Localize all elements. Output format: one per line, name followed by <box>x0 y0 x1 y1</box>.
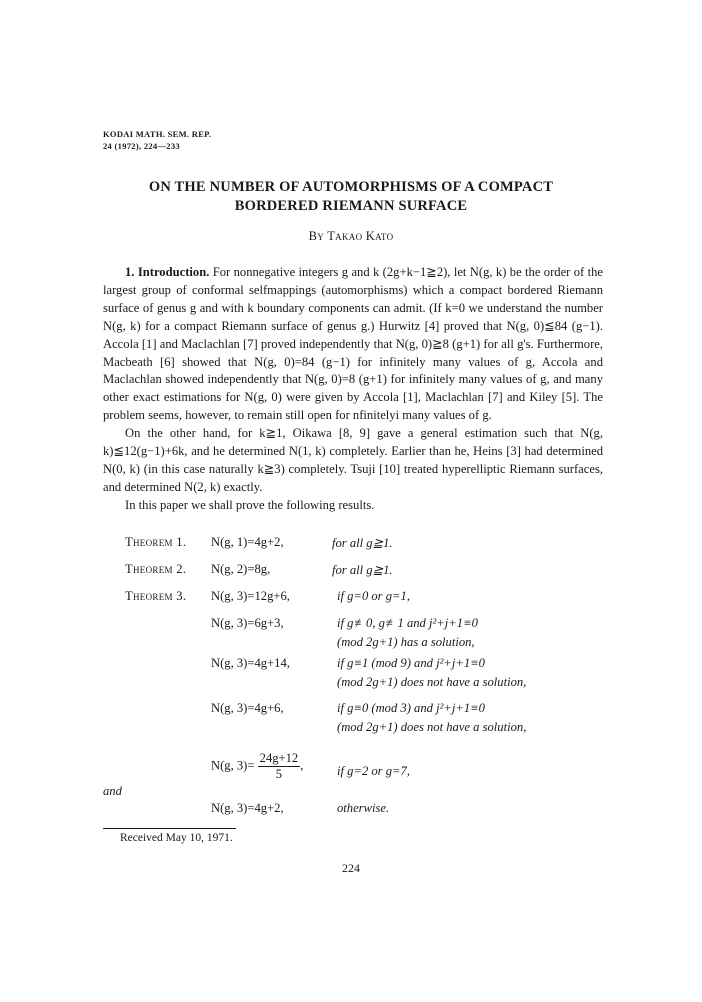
case-1-formula: N(g, 3)=6g+3, <box>211 616 284 630</box>
case-2-formula: N(g, 3)=4g+14, <box>211 656 290 670</box>
footnote-rule <box>103 828 236 829</box>
third-paragraph: In this paper we shall prove the following results. <box>125 497 375 512</box>
last-case-condition: otherwise. <box>337 801 390 815</box>
last-case-formula: N(g, 3)=4g+2, <box>211 801 284 815</box>
theorem-3-condition: if g=0 or g=1, <box>337 589 410 603</box>
fraction-case-formula <box>211 751 303 782</box>
theorem-2-formula: N(g, 2)=8g, <box>211 562 271 576</box>
second-paragraph: On the other hand, for k≧1, Oikawa [8, 9] gave a general estimation such that N(g, k)≦12(g−1)+6k, and he determined N(1, k) completely. Earlier than he, Heins [3] had determined N(0, k) (in this case naturally k≧3) completely. Tsuji [10] treated hyperelliptic Riemann surfaces, and determined N(2, k) exactly. <box>103 426 603 494</box>
journal-reference <box>103 128 211 152</box>
case-2-condition-cont: (mod 2g+1) does not have a solution, <box>337 675 527 689</box>
journal-name: KODAI MATH. SEM. REP. <box>103 129 212 139</box>
theorem-3-formula: N(g, 3)=12g+6, <box>211 589 290 603</box>
fraction-denominator: 5 <box>275 767 283 781</box>
journal-volume: 24 (1972), 224—233 <box>103 141 180 151</box>
fraction <box>258 751 304 782</box>
and-connector: and <box>103 784 122 798</box>
intro-text: For nonnegative integers g and k (2g+k−1≧2), let N(g, k) be the order of the largest group of conformal selfmappings (automorphisms) which a compact bordered Riemann surface of genus g and with k boundary components can admit. (If k=0 we understand the number N(g, k) for a compact Riemann surface of genus g.) Hurwitz [4] proved that N(g, 0)≦84 (g−1). Accola [1] and Maclachlan [7] proved independently that N(g, 0)≧8 (g+1) for all g's. Furthermore, Macbeath [6] showed that N(g, 0)=84 (g−1) for infinitely many values of g, Accola and Maclachlan showed independently that N(g, 0)=8 (g+1) for infinitely many values of g, and many other exact estimations for N(g, 0) were given by Accola [1], Maclachlan [7] and Kiley [5]. The problem seems, however, to remain still open for nfinitelyi many values of g. <box>103 265 604 423</box>
theorem-1-formula: N(g, 1)=4g+2, <box>211 535 284 549</box>
fraction-comma: , <box>300 758 304 773</box>
intro-paragraph <box>103 264 603 425</box>
theorem-1-label: Theorem 1. <box>125 535 187 549</box>
paper-title-line-2: BORDERED RIEMANN SURFACE <box>234 198 468 214</box>
received-date: Received May 10, 1971. <box>120 832 233 844</box>
theorem-3-label: Theorem 3. <box>125 589 187 603</box>
page-number: 224 <box>342 861 360 875</box>
theorem-2-condition: for all g≧1. <box>332 563 393 577</box>
section-heading: Introduction. <box>137 265 210 279</box>
fraction-numerator: 24g+12 <box>259 751 299 765</box>
author-byline: By Takao Kato <box>308 229 394 243</box>
case-3-condition: if g≡0 (mod 3) and j²+j+1≡0 <box>337 701 485 715</box>
paper-title-line-1: ON THE NUMBER OF AUTOMORPHISMS OF A COMPACT <box>148 179 554 195</box>
fraction-lhs: N(g, 3)= <box>211 758 255 773</box>
theorem-2-label: Theorem 2. <box>125 562 187 576</box>
theorem-1-condition: for all g≧1. <box>332 536 393 550</box>
case-1-condition-cont: (mod 2g+1) has a solution, <box>337 635 475 649</box>
case-3-formula: N(g, 3)=4g+6, <box>211 701 284 715</box>
case-1-condition: if g≢0, g≢1 and j²+j+1≡0 <box>337 616 478 630</box>
case-3-condition-cont: (mod 2g+1) does not have a solution, <box>337 720 527 734</box>
body-text <box>103 264 603 515</box>
section-number: 1. <box>125 265 135 279</box>
fraction-case-condition: if g=2 or g=7, <box>337 764 410 778</box>
case-2-condition: if g≡1 (mod 9) and j²+j+1≡0 <box>337 656 485 670</box>
